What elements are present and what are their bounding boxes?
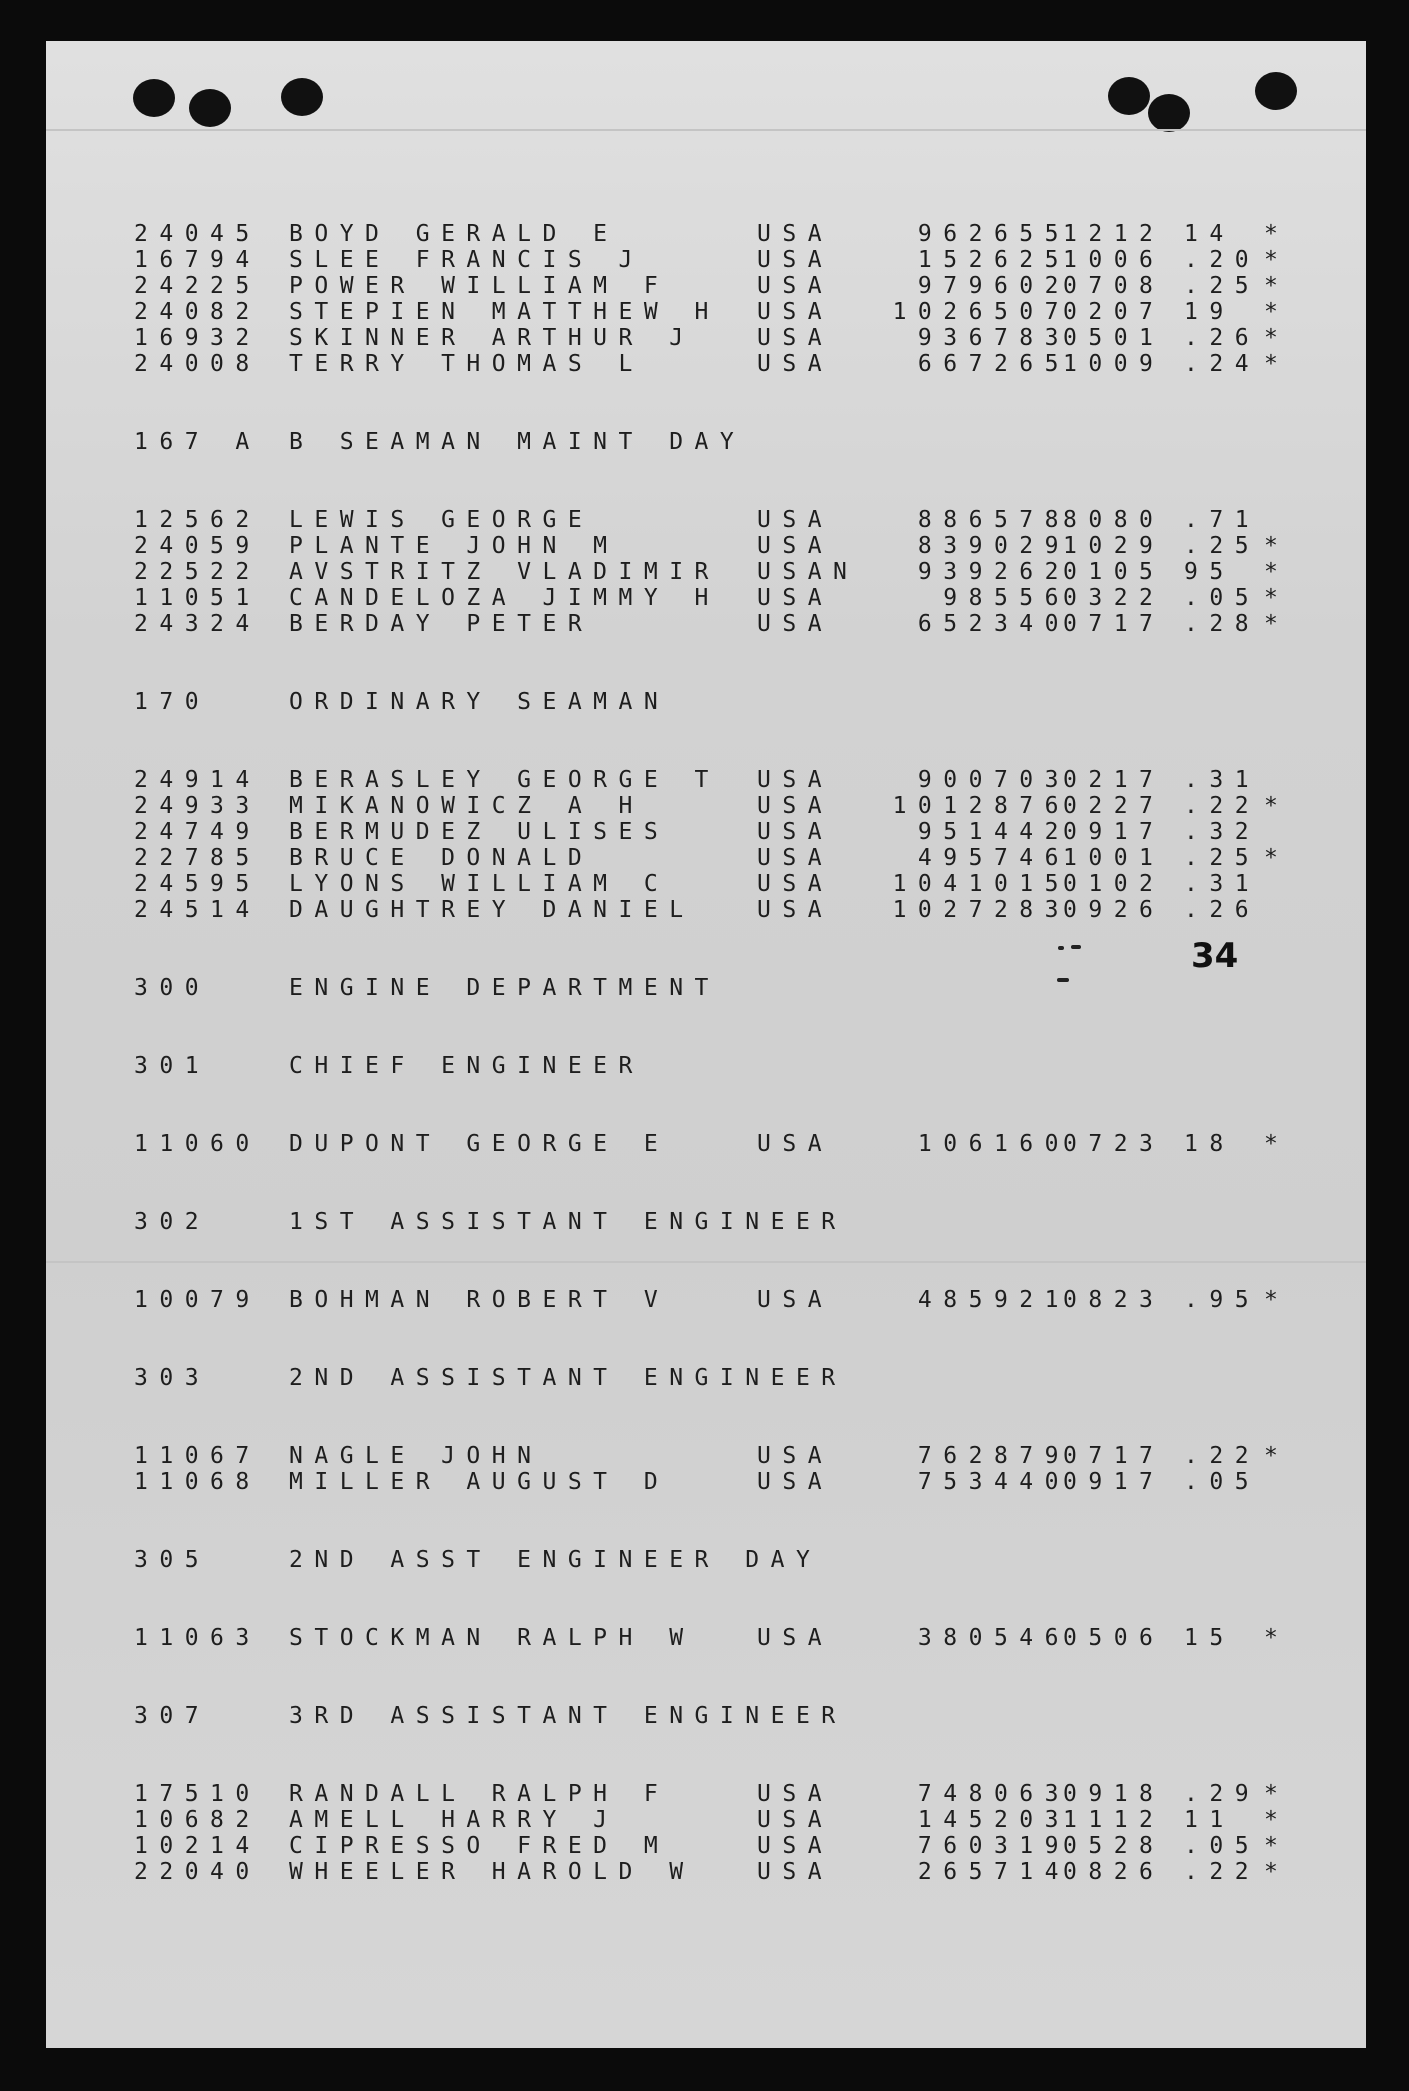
- crew-val: .31: [1184, 871, 1261, 897]
- crew-date: 0717: [1063, 611, 1165, 637]
- crew-nat: USA: [757, 299, 834, 325]
- crew-row: [46, 871, 1366, 897]
- crew-nat: USA: [757, 1469, 834, 1495]
- crew-nat: USA: [757, 247, 834, 273]
- handwritten-note: 34: [1191, 936, 1239, 976]
- crew-row: [46, 1781, 1366, 1807]
- section-title: CHIEF ENGINEER: [289, 1053, 644, 1079]
- crew-id: 17510: [134, 1781, 261, 1807]
- crew-date: 0823: [1063, 1287, 1165, 1313]
- crew-name: SLEE FRANCIS J: [289, 247, 644, 273]
- crew-row: [46, 221, 1366, 247]
- crew-date: 0501: [1063, 325, 1165, 351]
- section-code: 301: [134, 1053, 211, 1079]
- crew-mark: *: [1264, 1287, 1290, 1313]
- crew-row: [46, 507, 1366, 533]
- crew-id: 24595: [134, 871, 261, 897]
- crew-num: 951442: [917, 819, 1070, 845]
- crew-date: 0723: [1063, 1131, 1165, 1157]
- crew-mark: *: [1264, 325, 1290, 351]
- crew-nat: USA: [757, 1287, 834, 1313]
- crew-nat: USA: [757, 325, 834, 351]
- crew-row: [46, 845, 1366, 871]
- crew-row: [46, 273, 1366, 299]
- crew-num: 1027283: [892, 897, 1070, 923]
- section-title: 2ND ASSISTANT ENGINEER: [289, 1365, 847, 1391]
- crew-name: AVSTRITZ VLADIMIR: [289, 559, 720, 585]
- crew-num: 939262: [917, 559, 1070, 585]
- crew-row: [46, 299, 1366, 325]
- crew-mark: *: [1264, 533, 1290, 559]
- crew-nat: USA: [757, 1807, 834, 1833]
- crew-mark: *: [1264, 1443, 1290, 1469]
- crew-row: [46, 611, 1366, 637]
- crew-id: 10682: [134, 1807, 261, 1833]
- crew-val: 18: [1184, 1131, 1235, 1157]
- crew-num: 145203: [917, 1807, 1070, 1833]
- crew-val: .25: [1184, 273, 1261, 299]
- section-title: 1ST ASSISTANT ENGINEER: [289, 1209, 847, 1235]
- crew-num: 1026507: [892, 299, 1070, 325]
- crew-id: 16794: [134, 247, 261, 273]
- section-header: [46, 689, 1366, 715]
- crew-val: .31: [1184, 767, 1261, 793]
- crew-id: 11060: [134, 1131, 261, 1157]
- crew-name: BERDAY PETER: [289, 611, 594, 637]
- crew-id: 24008: [134, 351, 261, 377]
- crew-val: 14: [1184, 221, 1235, 247]
- crew-name: SKINNER ARTHUR J: [289, 325, 695, 351]
- crew-name: PLANTE JOHN M: [289, 533, 619, 559]
- crew-num: 485921: [917, 1287, 1070, 1313]
- crew-date: 0207: [1063, 299, 1165, 325]
- crew-date: 1029: [1063, 533, 1165, 559]
- crew-mark: *: [1264, 559, 1290, 585]
- section-title: ORDINARY SEAMAN: [289, 689, 670, 715]
- crew-mark: *: [1264, 585, 1290, 611]
- crew-date: 0105: [1063, 559, 1165, 585]
- crew-date: 0717: [1063, 1443, 1165, 1469]
- crew-nat: USA: [757, 871, 834, 897]
- crew-id: 11068: [134, 1469, 261, 1495]
- pencil-mark: [1057, 978, 1069, 982]
- crew-date: 0528: [1063, 1833, 1165, 1859]
- crew-id: 10214: [134, 1833, 261, 1859]
- crew-date: 0826: [1063, 1859, 1165, 1885]
- section-title: B SEAMAN MAINT DAY: [289, 429, 746, 455]
- crew-date: 0217: [1063, 767, 1165, 793]
- crew-name: TERRY THOMAS L: [289, 351, 644, 377]
- crew-val: .22: [1184, 793, 1261, 819]
- crew-date: 0917: [1063, 1469, 1165, 1495]
- crew-mark: *: [1264, 221, 1290, 247]
- crew-nat: USA: [757, 533, 834, 559]
- crew-name: AMELL HARRY J: [289, 1807, 619, 1833]
- crew-num: 979602: [917, 273, 1070, 299]
- pencil-mark: [1071, 945, 1081, 949]
- crew-val: .25: [1184, 845, 1261, 871]
- crew-id: 24225: [134, 273, 261, 299]
- crew-row: [46, 247, 1366, 273]
- crew-row: [46, 819, 1366, 845]
- crew-nat: USA: [757, 273, 834, 299]
- crew-num: 839029: [917, 533, 1070, 559]
- crew-row: [46, 897, 1366, 923]
- pencil-mark: [1058, 946, 1064, 950]
- crew-date: 0917: [1063, 819, 1165, 845]
- crew-id: 10079: [134, 1287, 261, 1313]
- crew-date: 0102: [1063, 871, 1165, 897]
- crew-nat: USA: [757, 1625, 834, 1651]
- section-header: [46, 1547, 1366, 1573]
- crew-date: 0506: [1063, 1625, 1165, 1651]
- crew-name: BOHMAN ROBERT V: [289, 1287, 670, 1313]
- crew-mark: *: [1264, 247, 1290, 273]
- section-header: [46, 1209, 1366, 1235]
- crew-id: 24082: [134, 299, 261, 325]
- crew-nat: USA: [757, 585, 834, 611]
- crew-val: .05: [1184, 1833, 1261, 1859]
- crew-val: .05: [1184, 1469, 1261, 1495]
- crew-val: .26: [1184, 897, 1261, 923]
- crew-num: 106160: [917, 1131, 1070, 1157]
- crew-id: 24045: [134, 221, 261, 247]
- crew-mark: *: [1264, 611, 1290, 637]
- crew-date: 1001: [1063, 845, 1165, 871]
- crew-num: 753440: [917, 1469, 1070, 1495]
- crew-num: 886578: [917, 507, 1070, 533]
- crew-mark: *: [1264, 299, 1290, 325]
- section-title: ENGINE DEPARTMENT: [289, 975, 720, 1001]
- crew-id: 22785: [134, 845, 261, 871]
- crew-val: .28: [1184, 611, 1261, 637]
- crew-name: LEWIS GEORGE: [289, 507, 594, 533]
- crew-val: .22: [1184, 1443, 1261, 1469]
- crew-row: [46, 1807, 1366, 1833]
- crew-val: .71: [1184, 507, 1261, 533]
- crew-mark: *: [1264, 273, 1290, 299]
- crew-name: BERASLEY GEORGE T: [289, 767, 720, 793]
- crew-date: 1112: [1063, 1807, 1165, 1833]
- crew-row: [46, 559, 1366, 585]
- crew-mark: *: [1264, 1781, 1290, 1807]
- crew-name: CIPRESSO FRED M: [289, 1833, 670, 1859]
- section-code: 170: [134, 689, 211, 715]
- crew-nat: USA: [757, 611, 834, 637]
- crew-val: 19: [1184, 299, 1235, 325]
- crew-name: MIKANOWICZ A H: [289, 793, 644, 819]
- section-header: [46, 1365, 1366, 1391]
- section-header: [46, 975, 1366, 1001]
- crew-mark: *: [1264, 1859, 1290, 1885]
- crew-val: .95: [1184, 1287, 1261, 1313]
- crew-name: CANDELOZA JIMMY H: [289, 585, 720, 611]
- section-header: [46, 1703, 1366, 1729]
- section-code: 167 A: [134, 429, 261, 455]
- crew-row: [46, 793, 1366, 819]
- crew-id: 22522: [134, 559, 261, 585]
- crew-row: [46, 1859, 1366, 1885]
- crew-row: [46, 351, 1366, 377]
- crew-mark: *: [1264, 1625, 1290, 1651]
- crew-mark: *: [1264, 845, 1290, 871]
- crew-id: 11063: [134, 1625, 261, 1651]
- crew-num: 265714: [917, 1859, 1070, 1885]
- crew-row: [46, 1469, 1366, 1495]
- crew-val: .05: [1184, 585, 1261, 611]
- crew-name: BERMUDEZ ULISES: [289, 819, 670, 845]
- crew-nat: USA: [757, 351, 834, 377]
- crew-id: 22040: [134, 1859, 261, 1885]
- crew-num: 760319: [917, 1833, 1070, 1859]
- crew-id: 11051: [134, 585, 261, 611]
- crew-row: [46, 585, 1366, 611]
- crew-name: STOCKMAN RALPH W: [289, 1625, 695, 1651]
- crew-date: 8080: [1063, 507, 1165, 533]
- crew-id: 24324: [134, 611, 261, 637]
- section-title: 3RD ASSISTANT ENGINEER: [289, 1703, 847, 1729]
- section-code: 305: [134, 1547, 211, 1573]
- crew-id: 24514: [134, 897, 261, 923]
- crew-name: DAUGHTREY DANIEL: [289, 897, 695, 923]
- crew-num: 495746: [917, 845, 1070, 871]
- crew-id: 24059: [134, 533, 261, 559]
- crew-nat: USA: [757, 1859, 834, 1885]
- crew-date: 0926: [1063, 897, 1165, 923]
- crew-val: 15: [1184, 1625, 1235, 1651]
- crew-mark: *: [1264, 351, 1290, 377]
- section-header: [46, 429, 1366, 455]
- crew-num: 652340: [917, 611, 1070, 637]
- crew-num: 762879: [917, 1443, 1070, 1469]
- crew-date: 1212: [1063, 221, 1165, 247]
- crew-num: 1012876: [892, 793, 1070, 819]
- crew-row: [46, 767, 1366, 793]
- crew-name: POWER WILLIAM F: [289, 273, 670, 299]
- crew-id: 24914: [134, 767, 261, 793]
- crew-nat: USA: [757, 767, 834, 793]
- crew-name: RANDALL RALPH F: [289, 1781, 670, 1807]
- crew-name: LYONS WILLIAM C: [289, 871, 670, 897]
- crew-mark: *: [1264, 793, 1290, 819]
- crew-nat: USA: [757, 819, 834, 845]
- crew-date: 0918: [1063, 1781, 1165, 1807]
- crew-name: WHEELER HAROLD W: [289, 1859, 695, 1885]
- crew-val: .32: [1184, 819, 1261, 845]
- crew-nat: USA: [757, 793, 834, 819]
- crew-mark: *: [1264, 1807, 1290, 1833]
- crew-date: 1009: [1063, 351, 1165, 377]
- crew-val: .29: [1184, 1781, 1261, 1807]
- crew-num: 1041015: [892, 871, 1070, 897]
- crew-date: 0227: [1063, 793, 1165, 819]
- crew-id: 24749: [134, 819, 261, 845]
- section-code: 303: [134, 1365, 211, 1391]
- crew-name: NAGLE JOHN: [289, 1443, 543, 1469]
- crew-num: 900703: [917, 767, 1070, 793]
- crew-row: [46, 1625, 1366, 1651]
- crew-val: .24: [1184, 351, 1261, 377]
- crew-name: BOYD GERALD E: [289, 221, 619, 247]
- crew-row: [46, 1287, 1366, 1313]
- crew-name: BRUCE DONALD: [289, 845, 594, 871]
- crew-num: 98556: [943, 585, 1070, 611]
- crew-val: 95: [1184, 559, 1235, 585]
- crew-num: 936783: [917, 325, 1070, 351]
- crew-name: MILLER AUGUST D: [289, 1469, 670, 1495]
- section-code: 302: [134, 1209, 211, 1235]
- crew-date: 0322: [1063, 585, 1165, 611]
- crew-name: DUPONT GEORGE E: [289, 1131, 670, 1157]
- crew-nat: USAN: [757, 559, 859, 585]
- crew-row: [46, 1833, 1366, 1859]
- crew-id: 11067: [134, 1443, 261, 1469]
- crew-date: 1006: [1063, 247, 1165, 273]
- document-page: [46, 41, 1366, 2048]
- section-header: [46, 1053, 1366, 1079]
- crew-num: 748063: [917, 1781, 1070, 1807]
- crew-val: .20: [1184, 247, 1261, 273]
- crew-date: 0708: [1063, 273, 1165, 299]
- crew-val: .25: [1184, 533, 1261, 559]
- crew-row: [46, 325, 1366, 351]
- crew-num: 667265: [917, 351, 1070, 377]
- crew-list: [46, 41, 1366, 2048]
- crew-val: 11: [1184, 1807, 1235, 1833]
- crew-id: 12562: [134, 507, 261, 533]
- crew-val: .26: [1184, 325, 1261, 351]
- crew-nat: USA: [757, 507, 834, 533]
- section-code: 307: [134, 1703, 211, 1729]
- crew-name: STEPIEN MATTHEW H: [289, 299, 720, 325]
- crew-nat: USA: [757, 1833, 834, 1859]
- crew-nat: USA: [757, 1443, 834, 1469]
- crew-row: [46, 1443, 1366, 1469]
- crew-id: 24933: [134, 793, 261, 819]
- crew-nat: USA: [757, 221, 834, 247]
- crew-mark: *: [1264, 1131, 1290, 1157]
- crew-nat: USA: [757, 845, 834, 871]
- crew-nat: USA: [757, 1781, 834, 1807]
- section-code: 300: [134, 975, 211, 1001]
- crew-num: 152625: [917, 247, 1070, 273]
- section-title: 2ND ASST ENGINEER DAY: [289, 1547, 822, 1573]
- crew-nat: USA: [757, 1131, 834, 1157]
- crew-num: 962655: [917, 221, 1070, 247]
- crew-row: [46, 533, 1366, 559]
- crew-id: 16932: [134, 325, 261, 351]
- crew-mark: *: [1264, 1833, 1290, 1859]
- crew-val: .22: [1184, 1859, 1261, 1885]
- crew-num: 380546: [917, 1625, 1070, 1651]
- crew-nat: USA: [757, 897, 834, 923]
- crew-row: [46, 1131, 1366, 1157]
